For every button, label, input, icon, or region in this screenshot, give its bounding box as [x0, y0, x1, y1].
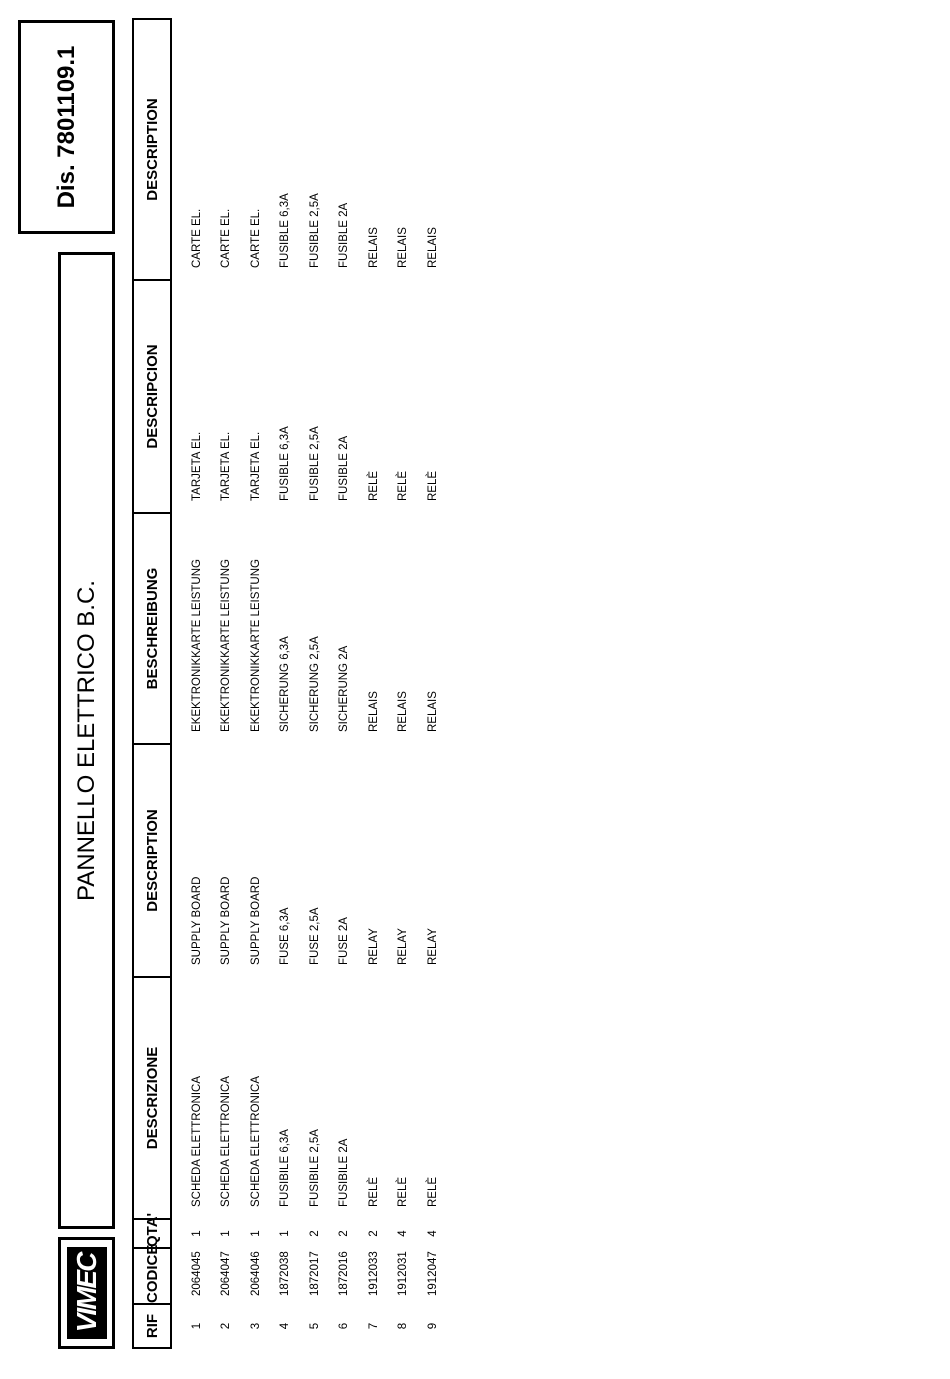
cell-qta: 1	[190, 1230, 203, 1237]
cell-description-fr: FUSIBLE 6,3A	[279, 193, 292, 268]
cell-qta: 4	[397, 1230, 410, 1237]
cell-qta: 2	[338, 1230, 351, 1237]
cell-descrizione: FUSIBILE 6,3A	[279, 1129, 292, 1207]
cell-description-en: RELAY	[367, 928, 380, 965]
cell-rif: 3	[249, 1322, 262, 1330]
cell-qta: 1	[249, 1230, 262, 1237]
parts-table	[132, 18, 448, 1349]
cell-codice: 2064045	[190, 1251, 203, 1296]
cell-descripcion: FUSIBLE 6,3A	[279, 426, 292, 501]
cell-description-fr: RELAIS	[426, 227, 439, 268]
cell-description-fr: FUSIBLE 2A	[338, 202, 351, 268]
col-header-description-en: DESCRIPTION	[133, 744, 171, 977]
cell-rif: 7	[367, 1322, 380, 1330]
cell-descripcion: TARJETA EL.	[249, 431, 262, 501]
cell-rif: 6	[338, 1322, 351, 1330]
cell-codice: 1872038	[279, 1251, 292, 1296]
cell-rif: 1	[190, 1322, 203, 1330]
cell-descrizione: RELÈ	[367, 1176, 380, 1207]
cell-rif: 9	[426, 1322, 439, 1330]
cell-beschreibung: SICHERUNG 6,3A	[279, 636, 292, 732]
col-header-beschreibung: BESCHREIBUNG	[133, 513, 171, 744]
col-header-description-fr: DESCRIPTION	[133, 19, 171, 280]
cell-descripcion: FUSIBLE 2,5A	[308, 426, 321, 501]
cell-description-fr: RELAIS	[367, 227, 380, 268]
cell-codice: 1872017	[308, 1251, 321, 1296]
cell-beschreibung: RELAIS	[397, 691, 410, 732]
cell-description-en: SUPPLY BOARD	[220, 876, 233, 965]
table-header-row	[133, 19, 171, 1348]
cell-description-fr: CARTE EL.	[190, 208, 203, 268]
cell-description-en: FUSE 2A	[338, 917, 351, 965]
cell-descrizione: SCHEDA ELETTRONICA	[220, 1076, 233, 1207]
vimec-logo-mark	[67, 1247, 107, 1339]
table-row	[171, 19, 212, 1348]
table-row	[212, 19, 242, 1348]
cell-descrizione: RELÈ	[426, 1176, 439, 1207]
cell-description-en: FUSE 6,3A	[279, 907, 292, 965]
cell-codice: 2064047	[220, 1251, 233, 1296]
cell-descrizione: SCHEDA ELETTRONICA	[249, 1076, 262, 1207]
col-header-codice: CODICE	[133, 1248, 171, 1304]
cell-rif: 4	[279, 1322, 292, 1330]
cell-descrizione: FUSIBILE 2,5A	[308, 1129, 321, 1207]
cell-qta: 2	[367, 1230, 380, 1237]
cell-descripcion: RELÈ	[367, 470, 380, 501]
cell-description-en: SUPPLY BOARD	[249, 876, 262, 965]
cell-descripcion: RELÈ	[397, 470, 410, 501]
col-header-qta: QTA'	[133, 1219, 171, 1248]
cell-descripcion: TARJETA EL.	[190, 431, 203, 501]
cell-beschreibung: RELAIS	[367, 691, 380, 732]
col-header-descripcion: DESCRIPCION	[133, 280, 171, 513]
table-row	[389, 19, 419, 1348]
table-row	[359, 19, 389, 1348]
cell-description-fr: RELAIS	[397, 227, 410, 268]
cell-codice: 2064046	[249, 1251, 262, 1296]
cell-qta: 1	[279, 1230, 292, 1237]
cell-codice: 1912047	[426, 1251, 439, 1296]
cell-qta: 2	[308, 1230, 321, 1237]
page-title: PANNELLO ELETTRICO B.C.	[72, 580, 100, 901]
cell-codice: 1912033	[367, 1251, 380, 1296]
cell-beschreibung: EKEKTRONIKKARTE LEISTUNG	[190, 559, 203, 732]
logo-text: VIMEC	[70, 1253, 102, 1333]
cell-description-en: RELAY	[397, 928, 410, 965]
table-row	[418, 19, 448, 1348]
cell-beschreibung: SICHERUNG 2,5A	[308, 636, 321, 732]
table-row	[241, 19, 271, 1348]
drawing-number-box	[18, 20, 115, 234]
cell-descrizione: RELÈ	[397, 1176, 410, 1207]
title-box	[58, 252, 115, 1229]
cell-rif: 8	[397, 1322, 410, 1330]
cell-rif: 5	[308, 1322, 321, 1330]
col-header-rif: RIF	[133, 1304, 171, 1348]
cell-rif: 2	[220, 1322, 233, 1330]
cell-description-en: RELAY	[426, 928, 439, 965]
vimec-logo	[58, 1237, 115, 1349]
table-row	[300, 19, 330, 1348]
col-header-descrizione: DESCRIZIONE	[133, 977, 171, 1219]
cell-descripcion: RELÈ	[426, 470, 439, 501]
cell-descrizione: SCHEDA ELETTRONICA	[190, 1076, 203, 1207]
cell-beschreibung: EKEKTRONIKKARTE LEISTUNG	[249, 559, 262, 732]
table-row	[330, 19, 360, 1348]
cell-descrizione: FUSIBILE 2A	[338, 1138, 351, 1207]
cell-beschreibung: EKEKTRONIKKARTE LEISTUNG	[220, 559, 233, 732]
drawing-number: Dis. 7801109.1	[52, 45, 80, 209]
cell-description-en: FUSE 2,5A	[308, 907, 321, 965]
cell-qta: 1	[220, 1230, 233, 1237]
cell-description-fr: CARTE EL.	[249, 208, 262, 268]
cell-beschreibung: SICHERUNG 2A	[338, 645, 351, 732]
cell-beschreibung: RELAIS	[426, 691, 439, 732]
cell-description-en: SUPPLY BOARD	[190, 876, 203, 965]
cell-codice: 1912031	[397, 1251, 410, 1296]
cell-descripcion: TARJETA EL.	[220, 431, 233, 501]
cell-codice: 1872016	[338, 1251, 351, 1296]
table-row	[271, 19, 301, 1348]
cell-description-fr: CARTE EL.	[220, 208, 233, 268]
cell-descripcion: FUSIBLE 2A	[338, 435, 351, 501]
cell-description-fr: FUSIBLE 2,5A	[308, 193, 321, 268]
cell-qta: 4	[426, 1230, 439, 1237]
